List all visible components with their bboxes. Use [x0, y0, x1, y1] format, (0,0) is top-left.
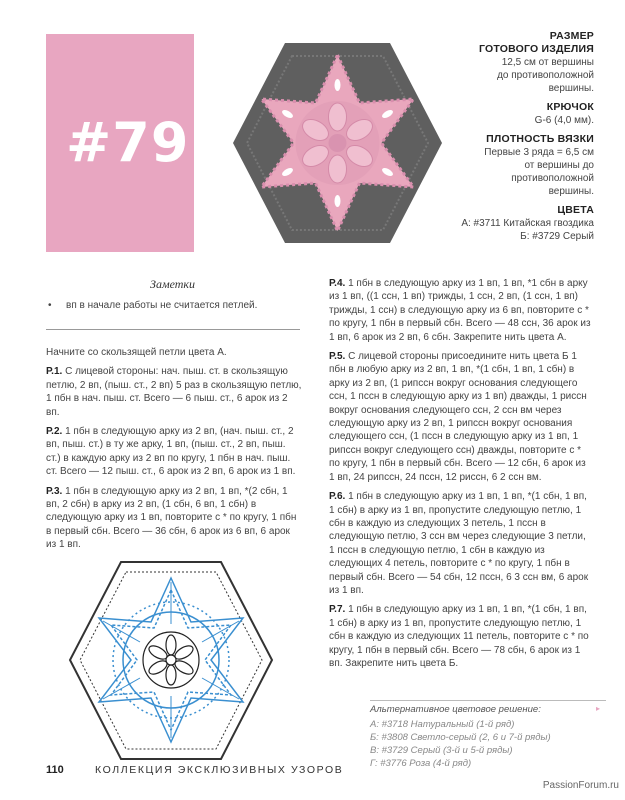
size-text-1: 12,5 см от вершины: [501, 57, 594, 68]
notes-item: [48, 300, 257, 311]
colors-heading: ЦВЕТА: [557, 204, 594, 216]
instructions-left-column: [46, 346, 302, 558]
alt-color-item: Г: #3776 Роза (4-й ряд): [370, 758, 472, 769]
density-heading: ПЛОТНОСТЬ ВЯЗКИ: [486, 133, 594, 145]
size-heading-1: РАЗМЕР: [549, 30, 594, 42]
specifications: [394, 30, 594, 243]
row-7: [329, 603, 594, 670]
diagram-center: [143, 632, 199, 688]
row-2: [46, 425, 302, 479]
color-b: Б: #3729 Серый: [520, 231, 594, 242]
color-a: А: #3711 Китайская гвоздика: [461, 218, 594, 229]
row-5: [329, 350, 594, 484]
row-text: 1 пбн в следующую арку из 1 вп, 1 вп, *1 сбн в арку из 1 вп, ((1 ссн, 1 вп) трижды, 1 ссн, 2 вп, (1 ссн, 1 вп) трижды, 1 ссн) в следующую арку из 6 вп, повторите с * по кругу, 1 пбн в первый сбн. Всего — 48 ссн, 36 арок из 1 вп, 6 арок из 2 вп, 6 сбн. Закрепите нить цвета А.: [329, 278, 591, 343]
notes-title: Заметки: [150, 277, 196, 291]
size-text-2: до противоположной: [497, 70, 594, 81]
hook-heading: КРЮЧОК: [546, 101, 594, 113]
notes-bullet: •: [48, 300, 52, 311]
row-label: Р.6.: [329, 491, 346, 503]
row-label: Р.5.: [329, 351, 346, 363]
page-number: 110: [46, 764, 64, 776]
alt-color-item: А: #3718 Натуральный (1-й ряд): [370, 719, 515, 730]
pattern-number: #79: [66, 111, 190, 174]
alt-color-item: В: #3729 Серый (3-й и 5-й ряды): [370, 745, 513, 756]
footer-title: КОЛЛЕКЦИЯ ЭКСКЛЮЗИВНЫХ УЗОРОВ: [95, 764, 344, 776]
row-text: 1 пбн в следующую арку из 1 вп, 1 вп, *(1 сбн, 1 вп, 1 сбн) в арку из 1 вп, пропустите следующую петлю, 1 сбн в каждую из следующих 11 петель, повторите с * по кругу, 1 пбн в первый сбн. Всего — 78 сбн, 6 арок из 1 вп. Закрепите нить цвета Б.: [329, 604, 589, 669]
row-6: [329, 490, 594, 597]
density-text-4: вершины.: [548, 186, 594, 197]
density-text-3: противоположной: [511, 173, 594, 184]
alt-color-item: Б: #3808 Светло-серый (2, 6 и 7-й ряды): [370, 732, 551, 743]
watermark: PassionForum.ru: [542, 780, 619, 791]
row-4: [329, 277, 594, 344]
row-text: 1 пбн в следующую арку из 2 вп, (нач. пыш. ст., 2 вп, пыш. ст.) в ту же арку, 1 вп, (пыш. ст., 2 вп, пыш. ст.) в каждую арку из 2 вп по кругу, 1 пбн в нач. пыш. ст. Всего — 12 пыш. ст., 6 арок из 2 вп, 6 арок из 1 вп.: [46, 426, 296, 478]
row-label: Р.4.: [329, 278, 346, 289]
row-label: Р.1.: [46, 366, 63, 378]
alt-colors-title: Альтернативное цветовое решение:: [370, 704, 541, 715]
notes-line: [46, 329, 300, 330]
row-text: 1 пбн в следующую арку из 1 вп, 1 вп, *(1 сбн, 1 вп, 1 сбн) в арку из 1 вп, пропустите следующую петлю, 1 сбн в каждую из следующих 3 петель, 1 пссн в следующую петлю, 3 ссн вм через следующие 3 петли, 1 пссн в следующую петлю, 1 сбн в каждую из следующих 4 петель, повторите с * по кругу, 1 пбн в первый сбн. Всего — 54 сбн, 12 пссн, 6 3 ссн вм, 6 арок из 1 вп.: [329, 491, 589, 596]
row-label: Р.3.: [46, 485, 63, 497]
size-heading-2: ГОТОВОГО ИЗДЕЛИЯ: [479, 43, 594, 55]
intro-text: Начните со скользящей петли цвета А.: [46, 347, 227, 358]
row-label: Р.2.: [46, 426, 63, 438]
row-text: 1 пбн в следующую арку из 2 вп, 1 вп, *(2 сбн, 1 вп, 2 сбн) в арку из 2 вп, (1 сбн, 6 вп, 1 сбн) в следующую арку из 1 вп, повторите с * по кругу, 1 пбн в первый сбн. Всего — 36 сбн, 6 арок из 6 вп, 6 арок из 1 вп.: [46, 485, 297, 551]
size-text-3: вершины.: [548, 83, 594, 94]
row-1: [46, 365, 302, 419]
density-text-2: от вершины до: [524, 160, 594, 171]
instructions-right-column: [329, 277, 594, 676]
row-text: С лицевой стороны: нач. пыш. ст. в скользящую петлю, 2 вп, (пыш. ст., 2 вп) 5 раз в скользящую петлю, 1 пбн в нач. пыш. ст. Всего — 6 пыш. ст., 6 арок из 2 вп.: [46, 366, 302, 418]
row-label: Р.7.: [329, 604, 346, 616]
alternative-colors: [370, 703, 610, 770]
crochet-chart-diagram: [66, 558, 276, 763]
alt-colors-divider: [370, 700, 606, 701]
row-text: С лицевой стороны присоедините нить цвета Б 1 пбн в любую арку из 2 вп, 1 вп, *(1 сбн, 1 вп, 1 сбн) в арку из 2 вп, (1 рипссн вокруг основания следующего ссн, 1 пссн в следующую арку из 1 вп) дважды, 1 риссн вокруг основания следующего ссн, 2 ссн вм через следующую арку из 2 вп, 1 рипссн вокруг основания следующего ссн, (1 пссн в следующую арку из 1 вп, 1 рипссн вокруг следующего ссн) дважды, повторите с * по кругу, 1 пбн в первый сбн. Всего — 12 сбн, 6 арок из 1 вп, 24 рипссн, 24 пссн, 12 риссн, 6 2 ссн вм.: [329, 351, 587, 483]
hook-text: G-6 (4,0 мм).: [534, 115, 594, 126]
notes-item-text: вп в начале работы не считается петлей.: [66, 300, 258, 311]
row-3: [46, 485, 302, 552]
alt-colors-arrow-icon: ▸: [596, 704, 601, 713]
density-text-1: Первые 3 ряда = 6,5 см: [484, 147, 594, 158]
